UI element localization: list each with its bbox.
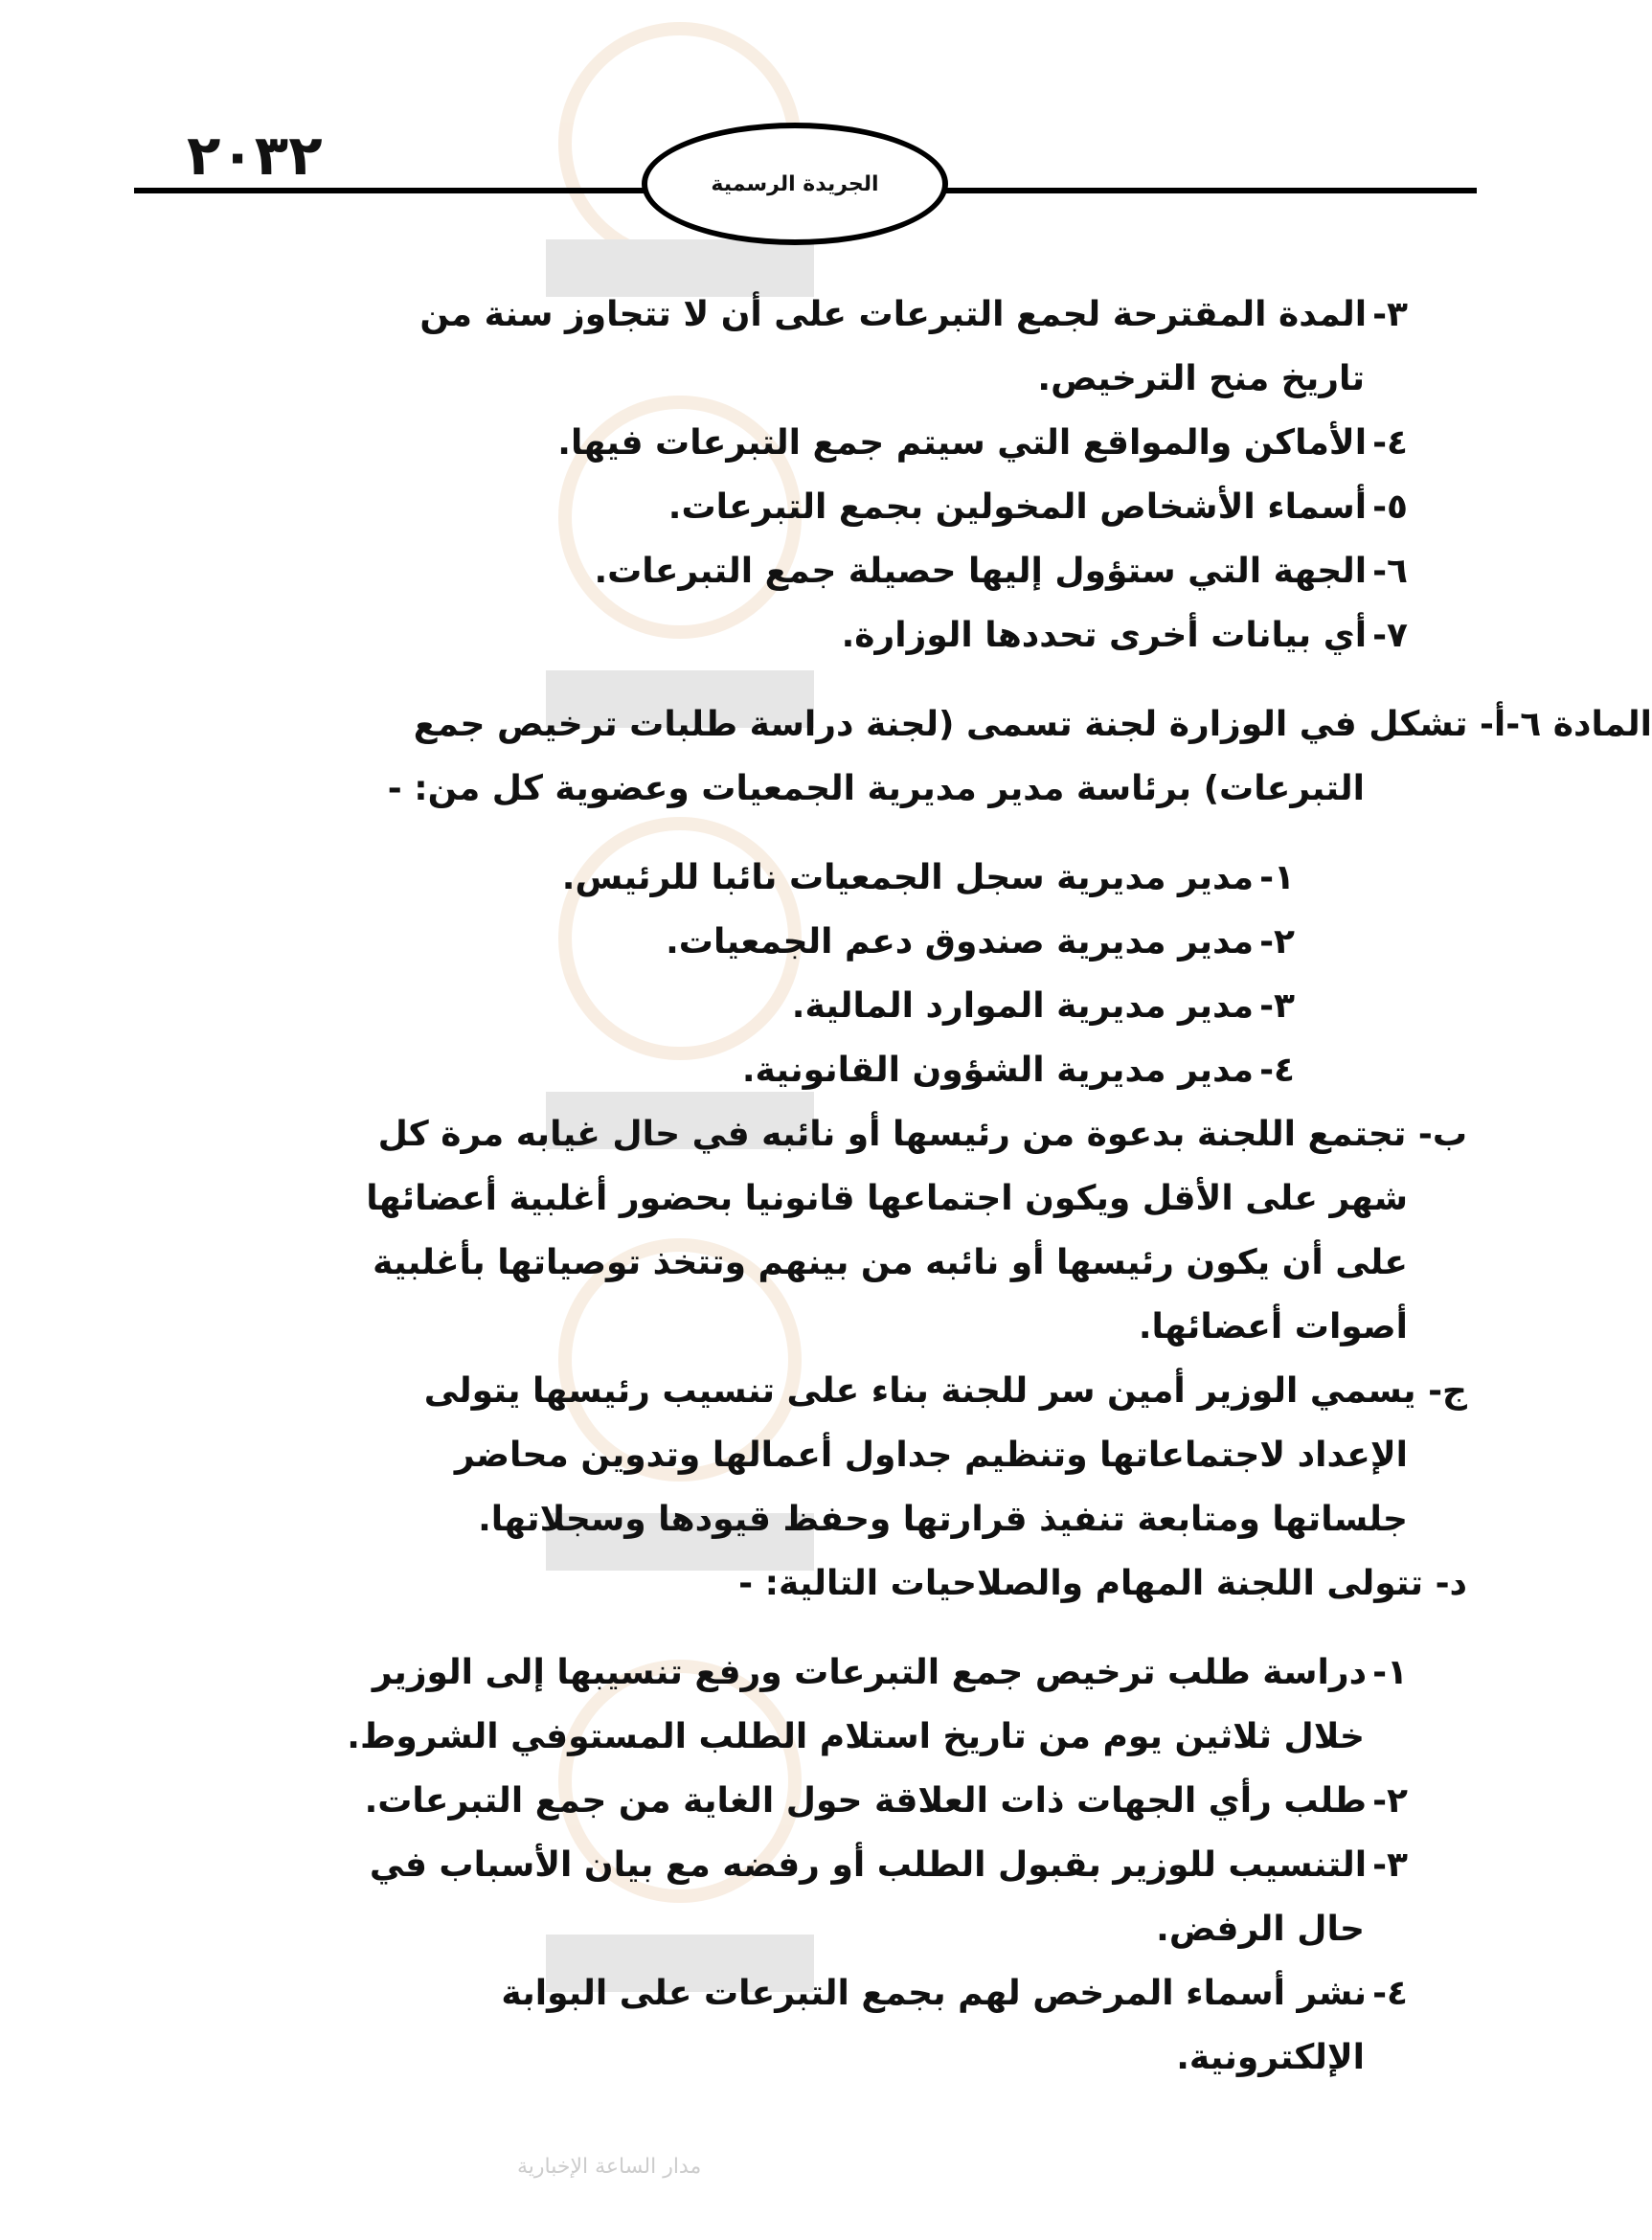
page-number: ٢٠٣٢ xyxy=(187,123,323,188)
header-oval xyxy=(642,123,948,245)
document-body xyxy=(206,283,1652,2090)
duty-2: ٢-طلب رأي الجهات ذات العلاقة حول الغاية من جمع التبرعات. xyxy=(364,1781,1408,1821)
duty-4: ٤-نشر أسماء المرخص لهم بجمع التبرعات على البوابة xyxy=(501,1974,1408,2013)
duty-1-cont: خلال ثلاثين يوم من تاريخ استلام الطلب المستوفي الشروط. xyxy=(347,1717,1365,1756)
duty-4-cont: الإلكترونية. xyxy=(1176,2038,1365,2077)
watermark-label: مدار الساعة الإخبارية xyxy=(517,2155,702,2179)
list-item-3-cont: تاريخ منح الترخيص. xyxy=(1037,359,1365,398)
list-item-4: ٤-الأماكن والمواقع التي سيتم جمع التبرعات فيها. xyxy=(557,423,1408,463)
clause-b-line-3: على أن يكون رئيسها أو نائبه من بينهم وتتخذ توصياتها بأغلبية xyxy=(373,1243,1408,1282)
member-4: ٤-مدير مديرية الشؤون القانونية. xyxy=(741,1051,1295,1090)
member-2: ٢-مدير مديرية صندوق دعم الجمعيات. xyxy=(666,922,1295,962)
clause-c-line-3: جلساتها ومتابعة تنفيذ قرارتها وحفظ قيودها وسجلاتها. xyxy=(478,1500,1408,1539)
list-item-7: ٧-أي بيانات أخرى تحددها الوزارة. xyxy=(841,616,1408,655)
duty-3-cont: حال الرفض. xyxy=(1156,1910,1365,1949)
member-3: ٣-مدير مديرية الموارد المالية. xyxy=(791,986,1295,1026)
article-label: المادة ٦- xyxy=(1505,705,1652,744)
list-item-3: ٣-المدة المقترحة لجمع التبرعات على أن لا تتجاوز سنة من xyxy=(419,295,1408,334)
clause-d: د- تتولى اللجنة المهام والصلاحيات التالية: - xyxy=(738,1564,1467,1603)
duty-3: ٣-التنسيب للوزير بقبول الطلب أو رفضه مع بيان الأسباب في xyxy=(369,1845,1408,1885)
header-title: الجريدة الرسمية xyxy=(711,171,879,196)
article-heading: المادة ٦-أ- تشكل في الوزارة لجنة تسمى (لجنة دراسة طلبات ترخيص جمع xyxy=(413,705,1652,744)
clause-b-line-2: شهر على الأقل ويكون اجتماعها قانونيا بحضور أغلبية أعضائها xyxy=(366,1179,1408,1218)
duty-1: ١-دراسة طلب ترخيص جمع التبرعات ورفع تنسيبها إلى الوزير xyxy=(372,1653,1408,1692)
clause-c-line-2: الإعداد لاجتماعاتها وتنظيم جداول أعمالها وتدوين محاضر xyxy=(454,1436,1408,1475)
clause-b-line-1: ب- تجتمع اللجنة بدعوة من رئيسها أو نائبه في حال غيابه مرة كل xyxy=(377,1115,1467,1154)
list-item-5: ٥-أسماء الأشخاص المخولين بجمع التبرعات. xyxy=(668,487,1408,527)
article-line-2: التبرعات) برئاسة مدير مديرية الجمعيات وعضوية كل من: - xyxy=(387,769,1365,808)
clause-c-line-1: ج- يسمي الوزير أمين سر للجنة بناء على تنسيب رئيسها يتولى xyxy=(423,1371,1467,1411)
member-1: ١-مدير مديرية سجل الجمعيات نائبا للرئيس. xyxy=(561,858,1295,897)
clause-b-line-4: أصوات أعضائها. xyxy=(1138,1307,1408,1346)
list-item-6: ٦-الجهة التي ستؤول إليها حصيلة جمع التبرعات. xyxy=(594,552,1408,591)
